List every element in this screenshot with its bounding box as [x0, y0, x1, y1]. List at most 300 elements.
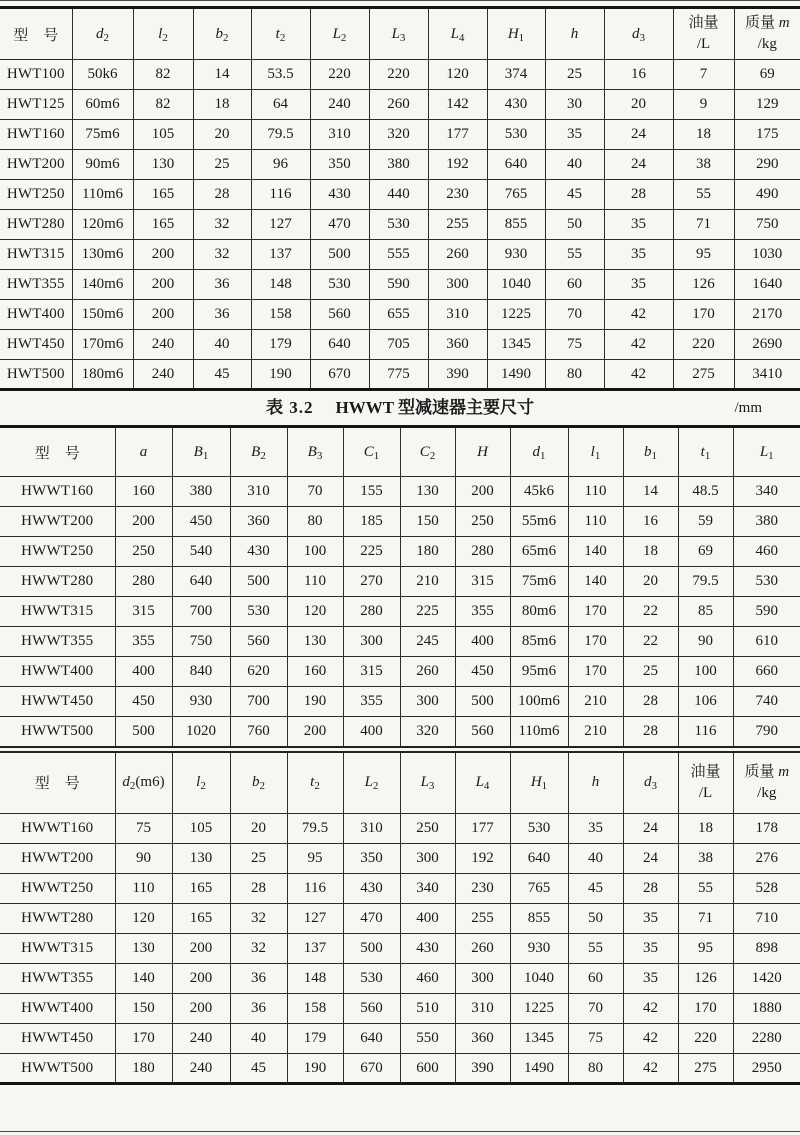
column-header: $C_1$ [343, 427, 400, 477]
table-row [0, 934, 800, 964]
column-header: $b_1$ [623, 427, 678, 477]
value-cell: 20 [230, 814, 287, 844]
model-cell: HWWT400 [0, 994, 115, 1024]
value-cell: 280 [455, 537, 510, 567]
model-cell: HWT200 [0, 150, 72, 180]
value-cell: 179 [287, 1024, 343, 1054]
value-cell: 170 [115, 1024, 172, 1054]
value-cell: 126 [678, 964, 733, 994]
value-cell: 130 [133, 150, 193, 180]
value-cell: 25 [623, 657, 678, 687]
value-cell: 350 [310, 150, 369, 180]
column-header: $L_2$ [343, 752, 400, 814]
value-cell: 390 [428, 360, 487, 390]
value-cell: 140m6 [72, 270, 133, 300]
value-cell: 1225 [510, 994, 568, 1024]
value-cell: 60m6 [72, 90, 133, 120]
value-cell: 40 [545, 150, 604, 180]
value-cell: 400 [115, 657, 172, 687]
value-cell: 230 [428, 180, 487, 210]
value-cell: 400 [455, 627, 510, 657]
value-cell: 165 [133, 210, 193, 240]
hwwt-dimensions-table-part2 [0, 751, 800, 1086]
value-cell: 30 [545, 90, 604, 120]
value-cell: 150m6 [72, 300, 133, 330]
value-cell: 355 [343, 687, 400, 717]
value-cell: 175 [734, 120, 800, 150]
value-cell: 430 [343, 874, 400, 904]
model-cell: HWWT200 [0, 844, 115, 874]
value-cell: 290 [734, 150, 800, 180]
value-cell: 430 [400, 934, 455, 964]
value-cell: 765 [510, 874, 568, 904]
model-cell: HWT400 [0, 300, 72, 330]
value-cell: 450 [455, 657, 510, 687]
value-cell: 560 [230, 627, 287, 657]
value-cell: 775 [369, 360, 428, 390]
value-cell: 160 [115, 477, 172, 507]
value-cell: 600 [400, 1054, 455, 1084]
value-cell: 42 [604, 300, 673, 330]
value-cell: 36 [193, 270, 251, 300]
value-cell: 70 [287, 477, 343, 507]
value-cell: 170 [673, 300, 734, 330]
value-cell: 275 [673, 360, 734, 390]
caption-unit: /mm [734, 400, 762, 416]
value-cell: 16 [604, 60, 673, 90]
value-cell: 35 [545, 120, 604, 150]
value-cell: 560 [310, 300, 369, 330]
table-row [0, 150, 800, 180]
value-cell: 32 [230, 934, 287, 964]
value-cell: 50 [568, 904, 623, 934]
value-cell: 28 [623, 717, 678, 747]
value-cell: 500 [455, 687, 510, 717]
value-cell: 28 [193, 180, 251, 210]
value-cell: 18 [193, 90, 251, 120]
value-cell: 40 [193, 330, 251, 360]
model-cell: HWWT250 [0, 874, 115, 904]
value-cell: 540 [172, 537, 230, 567]
hwwt-dimensions-table-part1 [0, 425, 800, 748]
value-cell: 14 [193, 60, 251, 90]
value-cell: 400 [343, 717, 400, 747]
value-cell: 28 [604, 180, 673, 210]
value-cell: 42 [604, 360, 673, 390]
value-cell: 1880 [733, 994, 800, 1024]
value-cell: 65m6 [510, 537, 568, 567]
page-top-rule [0, 0, 800, 1]
column-header: $t_1$ [678, 427, 733, 477]
value-cell: 170 [568, 627, 623, 657]
value-cell: 320 [400, 717, 455, 747]
model-cell: HWT355 [0, 270, 72, 300]
table-row [0, 994, 800, 1024]
value-cell: 1345 [510, 1024, 568, 1054]
value-cell: 320 [369, 120, 428, 150]
value-cell: 158 [251, 300, 310, 330]
value-cell: 460 [733, 537, 800, 567]
value-cell: 255 [428, 210, 487, 240]
value-cell: 110 [568, 477, 623, 507]
value-cell: 36 [230, 964, 287, 994]
model-cell: HWWT500 [0, 1054, 115, 1084]
value-cell: 240 [172, 1024, 230, 1054]
value-cell: 200 [172, 934, 230, 964]
value-cell: 898 [733, 934, 800, 964]
model-cell: HWWT355 [0, 964, 115, 994]
value-cell: 400 [400, 904, 455, 934]
value-cell: 390 [455, 1054, 510, 1084]
column-header: $L_1$ [733, 427, 800, 477]
value-cell: 130 [115, 934, 172, 964]
value-cell: 70 [545, 300, 604, 330]
value-cell: 200 [455, 477, 510, 507]
value-cell: 560 [455, 717, 510, 747]
column-header: 型 号 [0, 427, 115, 477]
value-cell: 79.5 [251, 120, 310, 150]
value-cell: 71 [678, 904, 733, 934]
value-cell: 28 [623, 687, 678, 717]
value-cell: 50 [545, 210, 604, 240]
table-row [0, 477, 800, 507]
value-cell: 69 [734, 60, 800, 90]
value-cell: 32 [230, 904, 287, 934]
value-cell: 360 [455, 1024, 510, 1054]
caption-label: 表 3.2 [265, 398, 314, 417]
value-cell: 200 [133, 300, 193, 330]
column-header: h [545, 8, 604, 60]
table-caption [0, 391, 800, 425]
column-header: a [115, 427, 172, 477]
table-row [0, 270, 800, 300]
value-cell: 180m6 [72, 360, 133, 390]
value-cell: 45k6 [510, 477, 568, 507]
model-cell: HWT280 [0, 210, 72, 240]
value-cell: 280 [115, 567, 172, 597]
value-cell: 200 [172, 994, 230, 1024]
value-cell: 165 [133, 180, 193, 210]
table-row [0, 657, 800, 687]
value-cell: 530 [487, 120, 545, 150]
value-cell: 930 [487, 240, 545, 270]
value-cell: 120m6 [72, 210, 133, 240]
value-cell: 75 [115, 814, 172, 844]
value-cell: 1420 [733, 964, 800, 994]
value-cell: 55 [545, 240, 604, 270]
model-cell: HWWT450 [0, 687, 115, 717]
value-cell: 42 [623, 1054, 678, 1084]
column-header: $L_4$ [455, 752, 510, 814]
value-cell: 530 [369, 210, 428, 240]
value-cell: 9 [673, 90, 734, 120]
hwt-dimensions-table [0, 6, 800, 391]
value-cell: 250 [400, 814, 455, 844]
column-header: $L_4$ [428, 8, 487, 60]
value-cell: 38 [673, 150, 734, 180]
value-cell: 18 [623, 537, 678, 567]
value-cell: 220 [673, 330, 734, 360]
value-cell: 100 [287, 537, 343, 567]
value-cell: 170m6 [72, 330, 133, 360]
value-cell: 560 [343, 994, 400, 1024]
value-cell: 310 [230, 477, 287, 507]
table-row [0, 180, 800, 210]
table-row [0, 597, 800, 627]
value-cell: 750 [172, 627, 230, 657]
value-cell: 55 [568, 934, 623, 964]
value-cell: 255 [455, 904, 510, 934]
value-cell: 240 [133, 360, 193, 390]
value-cell: 75 [545, 330, 604, 360]
value-cell: 380 [172, 477, 230, 507]
value-cell: 20 [193, 120, 251, 150]
value-cell: 310 [455, 994, 510, 1024]
table-row [0, 717, 800, 747]
value-cell: 127 [251, 210, 310, 240]
column-header: $l_2$ [172, 752, 230, 814]
value-cell: 220 [310, 60, 369, 90]
model-cell: HWWT500 [0, 717, 115, 747]
column-header: $d_3$ [604, 8, 673, 60]
value-cell: 1030 [734, 240, 800, 270]
value-cell: 177 [455, 814, 510, 844]
value-cell: 300 [428, 270, 487, 300]
value-cell: 170 [568, 657, 623, 687]
value-cell: 28 [623, 874, 678, 904]
value-cell: 240 [310, 90, 369, 120]
value-cell: 1225 [487, 300, 545, 330]
column-header: $b_2$ [193, 8, 251, 60]
value-cell: 500 [230, 567, 287, 597]
table-row [0, 964, 800, 994]
value-cell: 22 [623, 597, 678, 627]
column-header: 质量 m /kg [734, 8, 800, 60]
value-cell: 750 [734, 210, 800, 240]
model-cell: HWWT400 [0, 657, 115, 687]
value-cell: 450 [172, 507, 230, 537]
table-row [0, 814, 800, 844]
value-cell: 45 [568, 874, 623, 904]
value-cell: 192 [455, 844, 510, 874]
value-cell: 80 [287, 507, 343, 537]
column-header: $b_2$ [230, 752, 287, 814]
column-header: $t_2$ [251, 8, 310, 60]
column-header: h [568, 752, 623, 814]
value-cell: 640 [510, 844, 568, 874]
value-cell: 355 [115, 627, 172, 657]
model-cell: HWWT450 [0, 1024, 115, 1054]
value-cell: 130 [287, 627, 343, 657]
model-cell: HWT100 [0, 60, 72, 90]
value-cell: 95 [673, 240, 734, 270]
value-cell: 350 [343, 844, 400, 874]
value-cell: 35 [604, 210, 673, 240]
table-row [0, 240, 800, 270]
value-cell: 105 [172, 814, 230, 844]
value-cell: 1020 [172, 717, 230, 747]
value-cell: 170 [678, 994, 733, 1024]
value-cell: 148 [251, 270, 310, 300]
value-cell: 100m6 [510, 687, 568, 717]
value-cell: 60 [568, 964, 623, 994]
value-cell: 70 [568, 994, 623, 1024]
value-cell: 90 [115, 844, 172, 874]
value-cell: 700 [230, 687, 287, 717]
value-cell: 340 [733, 477, 800, 507]
value-cell: 220 [369, 60, 428, 90]
model-cell: HWWT355 [0, 627, 115, 657]
value-cell: 180 [400, 537, 455, 567]
value-cell: 25 [193, 150, 251, 180]
value-cell: 240 [172, 1054, 230, 1084]
value-cell: 96 [251, 150, 310, 180]
value-cell: 100 [678, 657, 733, 687]
value-cell: 55 [673, 180, 734, 210]
table-row [0, 687, 800, 717]
value-cell: 1040 [487, 270, 545, 300]
value-cell: 45 [193, 360, 251, 390]
value-cell: 90 [678, 627, 733, 657]
header-row [0, 752, 800, 814]
value-cell: 275 [678, 1054, 733, 1084]
value-cell: 105 [133, 120, 193, 150]
column-header: $t_2$ [287, 752, 343, 814]
table-row [0, 507, 800, 537]
value-cell: 148 [287, 964, 343, 994]
model-cell: HWT500 [0, 360, 72, 390]
column-header: $d_1$ [510, 427, 568, 477]
column-header: $d_2(m6)$ [115, 752, 172, 814]
value-cell: 130 [400, 477, 455, 507]
table-row [0, 330, 800, 360]
value-cell: 380 [369, 150, 428, 180]
value-cell: 1040 [510, 964, 568, 994]
header-row [0, 8, 800, 60]
value-cell: 855 [510, 904, 568, 934]
column-header: $C_2$ [400, 427, 455, 477]
value-cell: 245 [400, 627, 455, 657]
value-cell: 840 [172, 657, 230, 687]
table-row [0, 90, 800, 120]
column-header: $H_1$ [487, 8, 545, 60]
value-cell: 225 [343, 537, 400, 567]
value-cell: 1490 [487, 360, 545, 390]
table-row [0, 300, 800, 330]
value-cell: 24 [604, 120, 673, 150]
value-cell: 116 [251, 180, 310, 210]
model-cell: HWT125 [0, 90, 72, 120]
value-cell: 705 [369, 330, 428, 360]
value-cell: 155 [343, 477, 400, 507]
value-cell: 930 [172, 687, 230, 717]
value-cell: 300 [343, 627, 400, 657]
value-cell: 82 [133, 60, 193, 90]
value-cell: 280 [343, 597, 400, 627]
column-header: $L_3$ [369, 8, 428, 60]
value-cell: 310 [310, 120, 369, 150]
model-cell: HWT450 [0, 330, 72, 360]
value-cell: 80 [568, 1054, 623, 1084]
value-cell: 80m6 [510, 597, 568, 627]
value-cell: 185 [343, 507, 400, 537]
value-cell: 300 [400, 687, 455, 717]
table-row [0, 60, 800, 90]
value-cell: 85m6 [510, 627, 568, 657]
value-cell: 700 [172, 597, 230, 627]
value-cell: 210 [400, 567, 455, 597]
value-cell: 36 [193, 300, 251, 330]
value-cell: 300 [455, 964, 510, 994]
value-cell: 110m6 [72, 180, 133, 210]
value-cell: 150 [400, 507, 455, 537]
value-cell: 120 [115, 904, 172, 934]
value-cell: 270 [343, 567, 400, 597]
value-cell: 140 [568, 567, 623, 597]
value-cell: 40 [230, 1024, 287, 1054]
value-cell: 640 [487, 150, 545, 180]
column-header: 型 号 [0, 752, 115, 814]
value-cell: 110m6 [510, 717, 568, 747]
value-cell: 710 [733, 904, 800, 934]
value-cell: 200 [287, 717, 343, 747]
value-cell: 1490 [510, 1054, 568, 1084]
table-row [0, 210, 800, 240]
value-cell: 140 [115, 964, 172, 994]
table-row [0, 360, 800, 390]
table-row [0, 874, 800, 904]
value-cell: 250 [455, 507, 510, 537]
value-cell: 7 [673, 60, 734, 90]
value-cell: 95 [678, 934, 733, 964]
column-header: $l_1$ [568, 427, 623, 477]
value-cell: 440 [369, 180, 428, 210]
value-cell: 530 [310, 270, 369, 300]
value-cell: 315 [115, 597, 172, 627]
value-cell: 60 [545, 270, 604, 300]
value-cell: 190 [287, 1054, 343, 1084]
value-cell: 150 [115, 994, 172, 1024]
value-cell: 38 [678, 844, 733, 874]
value-cell: 210 [568, 687, 623, 717]
value-cell: 69 [678, 537, 733, 567]
value-cell: 530 [343, 964, 400, 994]
model-cell: HWT250 [0, 180, 72, 210]
value-cell: 75 [568, 1024, 623, 1054]
value-cell: 200 [133, 240, 193, 270]
model-cell: HWWT280 [0, 904, 115, 934]
model-cell: HWWT315 [0, 597, 115, 627]
model-cell: HWWT160 [0, 814, 115, 844]
value-cell: 137 [251, 240, 310, 270]
value-cell: 610 [733, 627, 800, 657]
column-header: 油量 /L [673, 8, 734, 60]
value-cell: 55m6 [510, 507, 568, 537]
value-cell: 2170 [734, 300, 800, 330]
value-cell: 260 [400, 657, 455, 687]
column-header: $l_2$ [133, 8, 193, 60]
value-cell: 130m6 [72, 240, 133, 270]
column-header: $d_3$ [623, 752, 678, 814]
value-cell: 18 [678, 814, 733, 844]
value-cell: 276 [733, 844, 800, 874]
value-cell: 20 [623, 567, 678, 597]
value-cell: 165 [172, 904, 230, 934]
column-header: 油量 /L [678, 752, 733, 814]
value-cell: 126 [673, 270, 734, 300]
model-cell: HWWT250 [0, 537, 115, 567]
value-cell: 192 [428, 150, 487, 180]
